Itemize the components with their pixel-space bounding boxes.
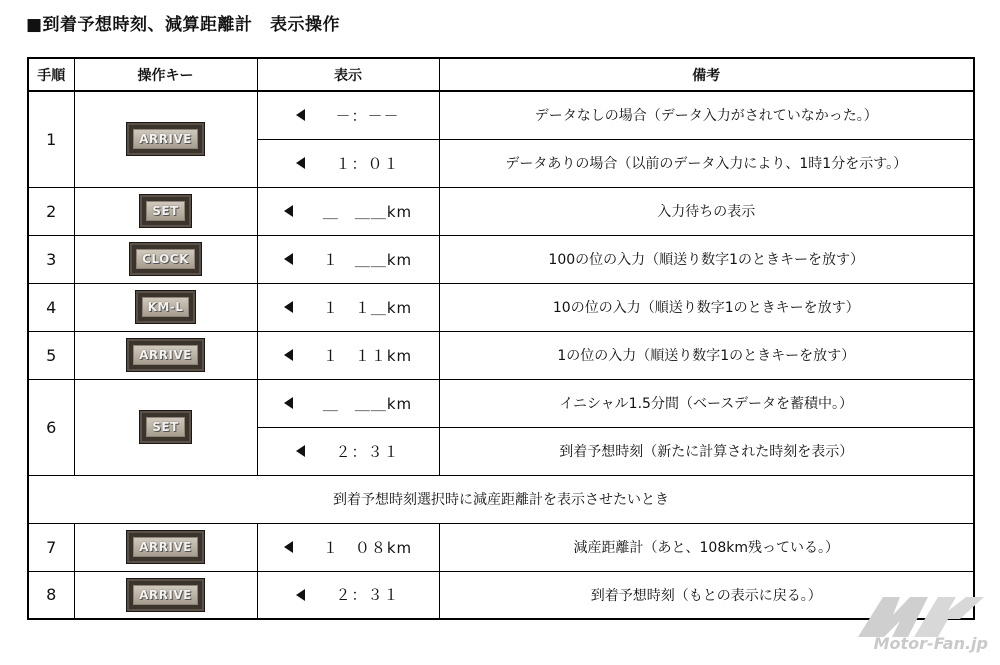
step-number: 6	[28, 379, 74, 475]
display-cell: １ ＿＿km	[257, 235, 439, 283]
key-cell	[74, 379, 257, 475]
section-row	[28, 475, 974, 523]
left-arrow-icon	[296, 109, 305, 121]
left-arrow-icon	[296, 589, 305, 601]
set-key-image: SET	[139, 410, 192, 444]
step-number: 8	[28, 571, 74, 619]
key-cell	[74, 235, 257, 283]
left-arrow-icon	[284, 349, 293, 361]
display-cell: １ ０８km	[257, 523, 439, 571]
left-arrow-icon	[284, 397, 293, 409]
km-l-key-image: KM-L	[135, 290, 197, 324]
note-cell: 100の位の入力（順送り数字1のときキーを放す）	[439, 235, 974, 283]
note-cell: 到着予想時刻（新たに計算された時刻を表示）	[439, 427, 974, 475]
set-key-image: SET	[139, 194, 192, 228]
left-arrow-icon	[284, 301, 293, 313]
key-cell	[74, 91, 257, 187]
table-row	[28, 91, 974, 139]
note-cell: 1の位の入力（順送り数字1のときキーを放す）	[439, 331, 974, 379]
display-cell: ＿ ＿＿km	[257, 187, 439, 235]
watermark-logo	[848, 593, 988, 653]
table-header-row	[28, 58, 974, 91]
step-number: 7	[28, 523, 74, 571]
header-step: 手順	[28, 58, 74, 91]
arrive-key-image: ARRIVE	[126, 530, 205, 564]
display-cell: １ １１km	[257, 331, 439, 379]
motor-fan-logo-icon	[848, 593, 988, 638]
table-row	[28, 523, 974, 571]
display-cell: ２：３１	[257, 427, 439, 475]
key-cell	[74, 331, 257, 379]
page-title: ■到着予想時刻、減算距離計 表示操作	[26, 15, 341, 35]
table-row	[28, 571, 974, 619]
display-cell: １ １＿km	[257, 283, 439, 331]
note-cell: データなしの場合（データ入力がされていなかった。）	[439, 91, 974, 139]
step-number: 2	[28, 187, 74, 235]
table-row	[28, 283, 974, 331]
header-note: 備考	[439, 58, 974, 91]
step-number: 5	[28, 331, 74, 379]
watermark-text: Motor-Fan.jp	[873, 634, 988, 653]
left-arrow-icon	[284, 205, 293, 217]
note-cell: 到着予想時刻（もとの表示に戻る。）	[439, 571, 974, 619]
operation-table	[27, 57, 975, 620]
left-arrow-icon	[284, 253, 293, 265]
display-cell: １：０１	[257, 139, 439, 187]
note-cell: イニシャル1.5分間（ベースデータを蓄積中。）	[439, 379, 974, 427]
header-key: 操作キー	[74, 58, 257, 91]
clock-key-image: CLOCK	[129, 242, 202, 276]
note-cell: 減産距離計（あと、108km残っている。）	[439, 523, 974, 571]
step-number: 1	[28, 91, 74, 187]
table-row	[28, 187, 974, 235]
display-cell: ＿ ＿＿km	[257, 379, 439, 427]
table-row	[28, 235, 974, 283]
display-cell: ２：３１	[257, 571, 439, 619]
header-display: 表示	[257, 58, 439, 91]
arrive-key-image: ARRIVE	[126, 578, 205, 612]
display-cell: －：－－	[257, 91, 439, 139]
left-arrow-icon	[296, 157, 305, 169]
key-cell	[74, 523, 257, 571]
arrive-key-image: ARRIVE	[126, 338, 205, 372]
left-arrow-icon	[296, 445, 305, 457]
table-row	[28, 379, 974, 427]
step-number: 4	[28, 283, 74, 331]
section-label: 到着予想時刻選択時に減産距離計を表示させたいとき	[28, 475, 974, 523]
step-number: 3	[28, 235, 74, 283]
note-cell: 入力待ちの表示	[439, 187, 974, 235]
arrive-key-image: ARRIVE	[126, 122, 205, 156]
left-arrow-icon	[284, 541, 293, 553]
table-row	[28, 331, 974, 379]
note-cell: データありの場合（以前のデータ入力により、1時1分を示す。）	[439, 139, 974, 187]
key-cell	[74, 187, 257, 235]
note-cell: 10の位の入力（順送り数字1のときキーを放す）	[439, 283, 974, 331]
key-cell	[74, 283, 257, 331]
key-cell	[74, 571, 257, 619]
